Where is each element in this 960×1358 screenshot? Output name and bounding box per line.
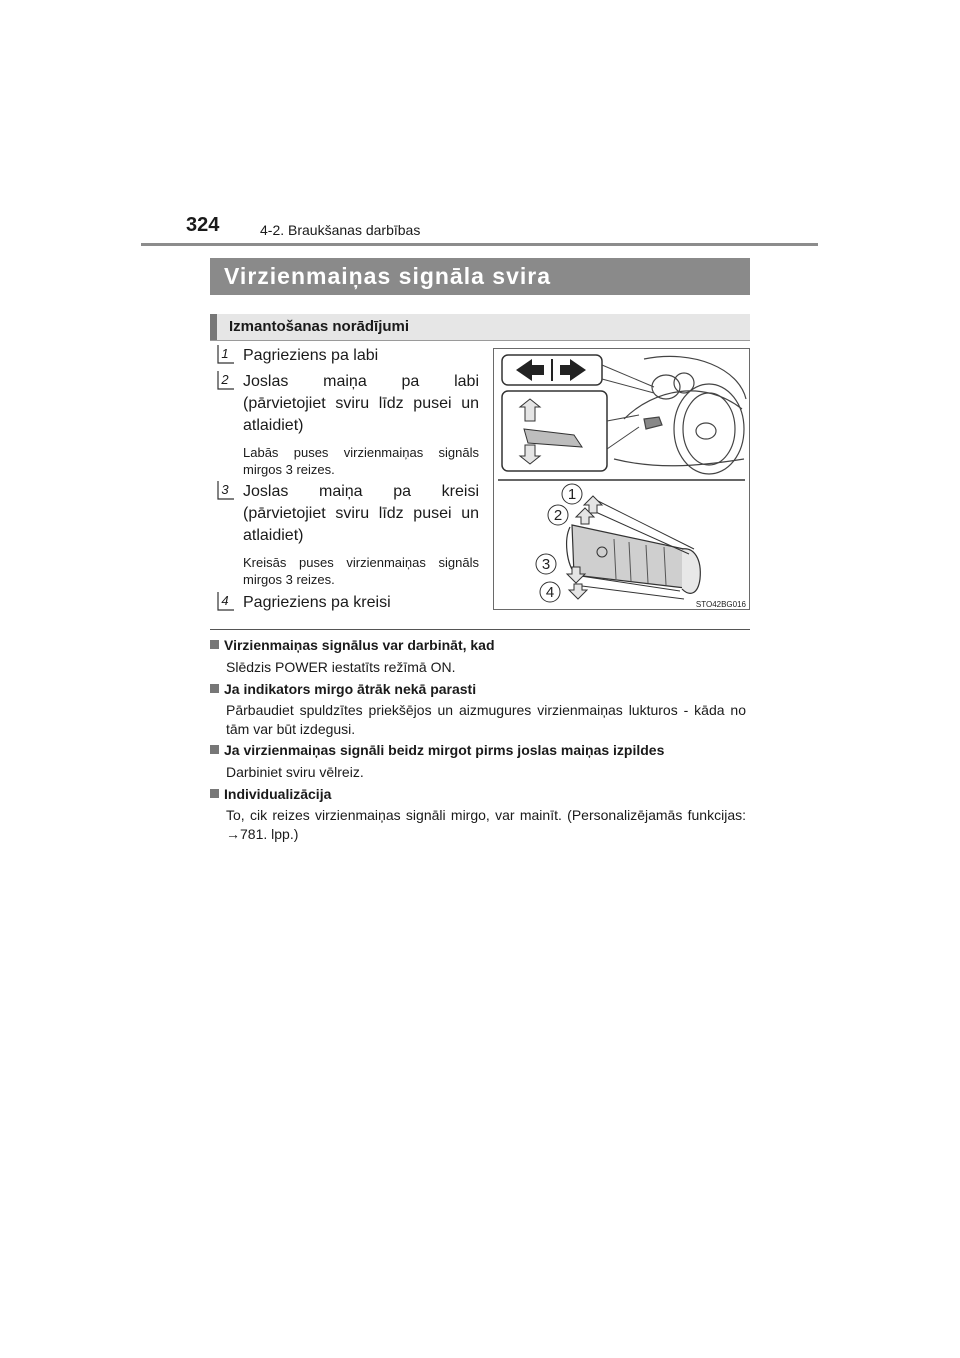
step-number-1-digit: 1 [221, 346, 229, 361]
note-heading-4 [210, 786, 331, 802]
step-number-3 [217, 480, 235, 500]
lever-illustration [493, 348, 750, 610]
step-number-3-digit: 3 [221, 482, 229, 497]
turn-signal-indicator-icon [502, 355, 602, 385]
step-number-4 [217, 591, 235, 611]
header-rule [141, 243, 818, 246]
step-text-3-line1: Joslas maiņa pa kreisi [243, 483, 479, 500]
step-number-1 [217, 344, 235, 364]
page-number: 324 [186, 214, 220, 236]
step-number-2-digit: 2 [221, 372, 229, 387]
step-text-1: Pagrieziens pa labi [243, 347, 379, 364]
step-note-2: Labās puses virzienmaiņas signāls mirgos 3 reizes. [243, 445, 479, 477]
note-heading-2 [210, 681, 476, 697]
step-text-2-line1: Joslas maiņa pa labi [243, 373, 479, 390]
callout-4: 4 [545, 584, 555, 601]
subsection-title: Izmantošanas norādījumi [210, 314, 750, 340]
steering-wheel-icon [614, 356, 746, 474]
callout-1: 1 [567, 486, 577, 503]
square-bullet-icon [210, 684, 219, 693]
callout-2: 2 [553, 507, 563, 524]
note-body-3: Darbiniet sviru vēlreiz. [226, 764, 364, 780]
lever-inset-icon [502, 391, 639, 471]
section-title: Virzienmaiņas signāla svira [210, 258, 750, 295]
note-title-1: Virzienmaiņas signālus var darbināt, kad [224, 637, 495, 653]
square-bullet-icon [210, 640, 219, 649]
note-body-4: To, cik reizes virzienmaiņas signāli mirgo, var mainīt. (Personalizējamās funkcijas: →781. lpp.) [226, 807, 746, 842]
note-title-4: Individualizācija [224, 786, 332, 802]
note-title-3: Ja virzienmaiņas signāli beidz mirgot pirms joslas maiņas izpildes [224, 742, 665, 758]
step-text-4: Pagrieziens pa kreisi [243, 594, 391, 611]
note-title-2: Ja indikators mirgo ātrāk nekā parasti [224, 681, 477, 697]
square-bullet-icon [210, 789, 219, 798]
step-number-2 [217, 370, 235, 390]
callout-3: 3 [541, 556, 551, 573]
subsection-rule [210, 340, 750, 341]
note-body-1: Slēdzis POWER iestatīts režīmā ON. [226, 659, 456, 675]
note-body-2: Pārbaudiet spuldzītes priekšējos un aizmugures virzienmaiņas lukturos - kāda no tām var būt izdegusi. [226, 702, 746, 737]
step-number-4-digit: 4 [221, 593, 229, 608]
lower-rule [210, 629, 750, 630]
note-heading-1 [210, 637, 495, 653]
step-note-3: Kreisās puses virzienmaiņas signāls mirgos 3 reizes. [243, 555, 479, 587]
running-head: 4-2. Braukšanas darbības [260, 222, 421, 238]
step-text-2-rest: (pārvietojiet sviru līdz pusei un atlaidiet) [243, 395, 479, 434]
square-bullet-icon [210, 745, 219, 754]
figure-code: STO42BG016 [695, 600, 746, 609]
note-heading-3 [210, 742, 664, 758]
step-text-3-rest: (pārvietojiet sviru līdz pusei un atlaidiet) [243, 505, 479, 544]
